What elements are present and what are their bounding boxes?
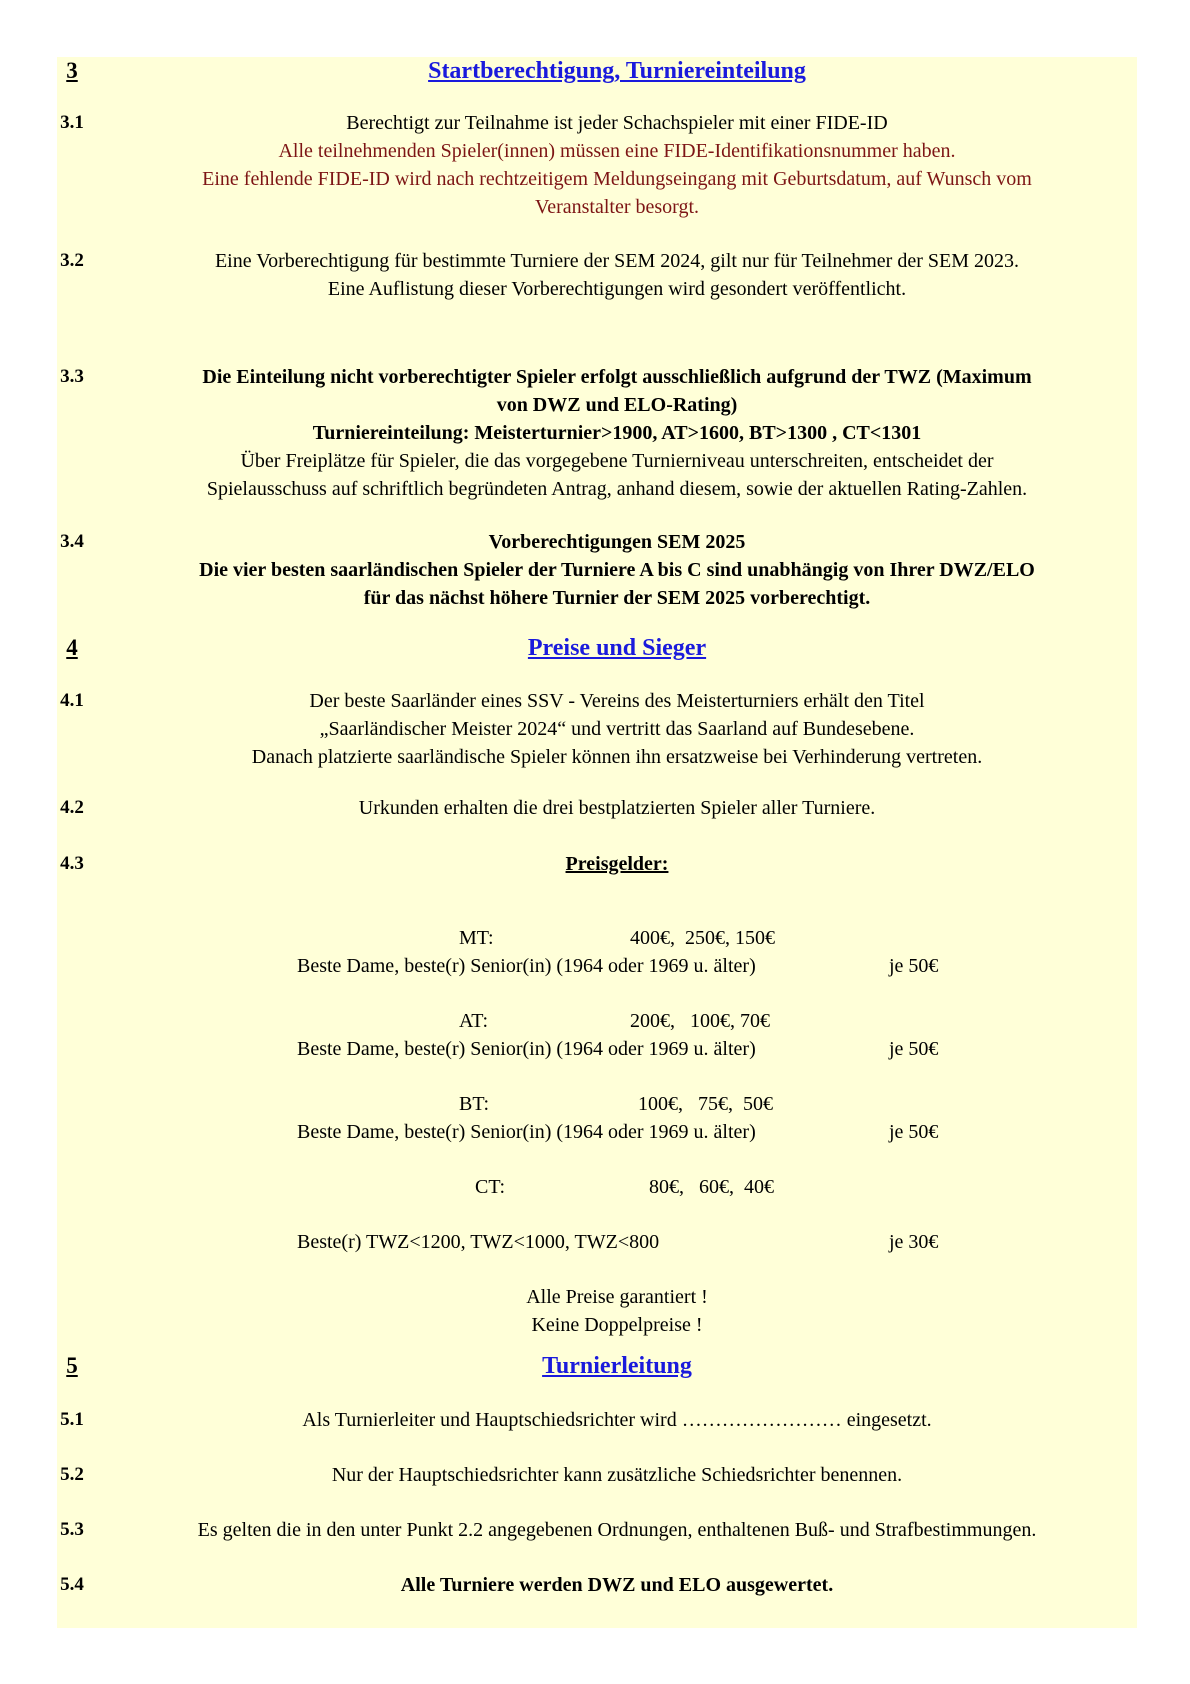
- at-special-amount: je 50€: [889, 1038, 939, 1060]
- item-4-3: [57, 850, 1137, 1410]
- mt-special: Beste Dame, beste(r) Senior(in) (1964 oder 1969 u. älter): [297, 955, 756, 977]
- item-number: 5.3: [60, 1519, 84, 1540]
- text-line: Es gelten die in den unter Punkt 2.2 angegebenen Ordnungen, enthaltenen Buß- und Strafbestimmungen.: [197, 1519, 1037, 1541]
- text-line: Danach platzierte saarländische Spieler können ihn ersatzweise bei Verhinderung vertreten.: [251, 746, 983, 768]
- text-line: Alle teilnehmenden Spieler(innen) müssen eine FIDE-Identifikationsnummer haben.: [278, 140, 956, 162]
- bt-label: BT:: [459, 1093, 490, 1115]
- item-number: 4.1: [60, 690, 84, 711]
- twz-prizes: Beste(r) TWZ<1200, TWZ<1000, TWZ<800: [297, 1231, 660, 1253]
- text-line: Nur der Hauptschiedsrichter kann zusätzliche Schiedsrichter benennen.: [331, 1464, 903, 1486]
- ct-prizes: 80€, 60€, 40€: [649, 1176, 774, 1198]
- text-line: Über Freiplätze für Spieler, die das vorgegebene Turnierniveau unterschreiten, entscheidet der: [240, 450, 994, 472]
- text-line: Alle Turniere werden DWZ und ELO ausgewertet.: [400, 1574, 834, 1596]
- bt-special-amount: je 50€: [889, 1121, 939, 1143]
- item-number: 3.4: [60, 531, 84, 552]
- text-line: Turniereinteilung: Meisterturnier>1900, AT>1600, BT>1300 , CT<1301: [312, 422, 922, 444]
- bt-special: Beste Dame, beste(r) Senior(in) (1964 oder 1969 u. älter): [297, 1121, 756, 1143]
- item-text: [117, 247, 1117, 303]
- item-text: [117, 1406, 1117, 1434]
- section-title-link[interactable]: Startberechtigung, Turniereinteilung: [428, 58, 806, 84]
- item-text: [117, 794, 1117, 822]
- item-number: 5.4: [60, 1574, 84, 1595]
- mt-special-amount: je 50€: [889, 955, 939, 977]
- text-line: „Saarländischer Meister 2024“ und vertritt das Saarland auf Bundesebene.: [319, 718, 915, 740]
- text-line: Eine Vorberechtigung für bestimmte Turniere der SEM 2024, gilt nur für Teilnehmer der SEM 2023.: [214, 250, 1020, 272]
- item-text: [117, 687, 1117, 771]
- document-page: [57, 57, 1137, 1628]
- text-line: Eine fehlende FIDE-ID wird nach rechtzeitigem Meldungseingang mit Geburtsdatum, auf Wunsch vom: [202, 168, 1032, 190]
- item-text: [117, 1516, 1117, 1544]
- section-title-link[interactable]: Preise und Sieger: [527, 635, 707, 661]
- item-text: [117, 363, 1117, 503]
- section-number: 3: [66, 58, 78, 83]
- item-number: 5.1: [60, 1409, 84, 1430]
- text-line: Als Turnierleiter und Hauptschiedsrichter wird …………………… eingesetzt.: [302, 1409, 932, 1431]
- item-number: 3.1: [60, 112, 84, 133]
- text-line: Vorberechtigungen SEM 2025: [488, 531, 746, 553]
- text-line: Keine Doppelpreise !: [531, 1314, 703, 1336]
- item-number: 3.3: [60, 366, 84, 387]
- prize-notes: [117, 1283, 1117, 1339]
- item-text: [117, 1571, 1117, 1599]
- item-number: 5.2: [60, 1464, 84, 1485]
- section-number: 4: [66, 635, 78, 660]
- text-line: Preisgelder:: [565, 853, 669, 875]
- section-number: 5: [66, 1353, 78, 1378]
- item-text: [117, 528, 1117, 612]
- section-title-link[interactable]: Turnierleitung: [542, 1353, 692, 1379]
- text-line: Alle Preise garantiert !: [526, 1286, 708, 1308]
- at-label: AT:: [459, 1010, 489, 1032]
- item-number: 4.3: [60, 853, 84, 874]
- text-line: Der beste Saarländer eines SSV - Vereins des Meisterturniers erhält den Titel: [309, 690, 925, 712]
- ct-label: CT:: [475, 1176, 506, 1198]
- text-line: für das nächst höhere Turnier der SEM 2025 vorberechtigt.: [363, 587, 871, 609]
- text-line: Berechtigt zur Teilnahme ist jeder Schachspieler mit einer FIDE-ID: [346, 112, 888, 134]
- mt-label: MT:: [459, 927, 494, 949]
- text-line: Die Einteilung nicht vorberechtigter Spieler erfolgt ausschließlich aufgrund der TWZ (Maximum: [202, 366, 1032, 388]
- at-special: Beste Dame, beste(r) Senior(in) (1964 oder 1969 u. älter): [297, 1038, 756, 1060]
- item-number: 3.2: [60, 250, 84, 271]
- text-line: Eine Auflistung dieser Vorberechtigungen wird gesondert veröffentlicht.: [327, 278, 907, 300]
- mt-prizes: 400€, 250€, 150€: [630, 927, 775, 949]
- text-line: Die vier besten saarländischen Spieler der Turniere A bis C sind unabhängig von Ihrer DWZ/ELO: [199, 559, 1035, 581]
- text-line: Veranstalter besorgt.: [534, 196, 700, 218]
- twz-amount: je 30€: [889, 1231, 939, 1253]
- bt-prizes: 100€, 75€, 50€: [638, 1093, 773, 1115]
- item-number: 4.2: [60, 797, 84, 818]
- prize-heading: [117, 850, 1117, 878]
- text-line: Urkunden erhalten die drei bestplatzierten Spieler aller Turniere.: [358, 797, 876, 819]
- text-line: von DWZ und ELO-Rating): [496, 394, 738, 416]
- item-text: [117, 109, 1117, 221]
- item-text: [117, 1461, 1117, 1489]
- text-line: Spielausschuss auf schriftlich begründeten Antrag, anhand diesem, sowie der aktuellen Rating-Zahlen.: [206, 478, 1028, 500]
- at-prizes: 200€, 100€, 70€: [630, 1010, 770, 1032]
